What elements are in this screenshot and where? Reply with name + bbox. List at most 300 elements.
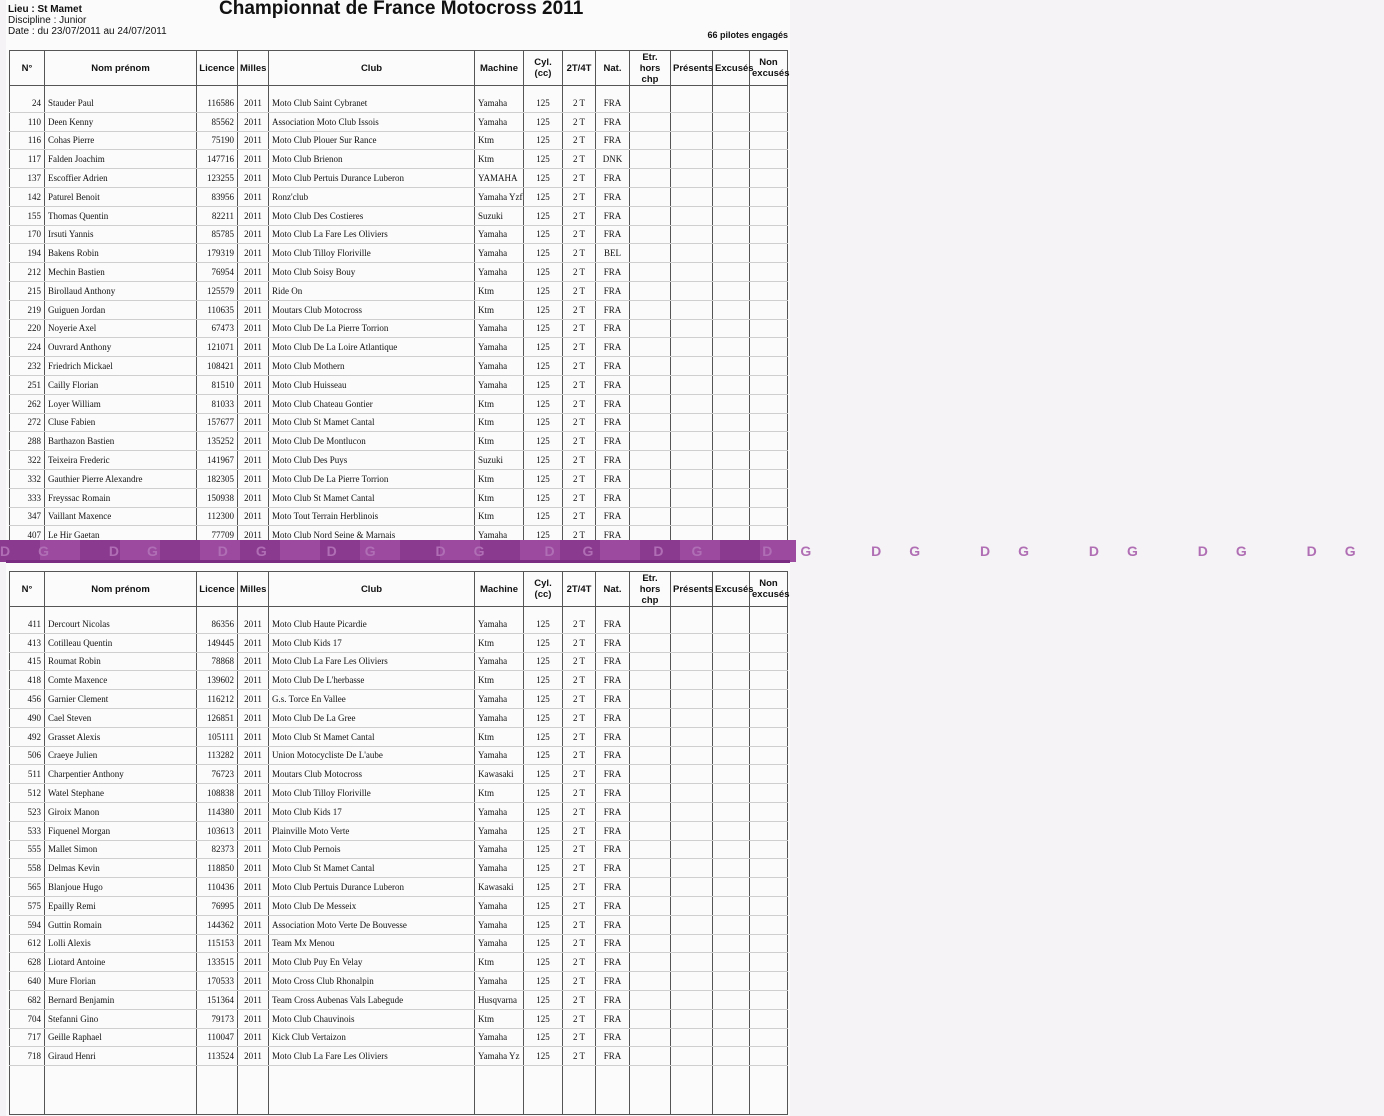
table-cell: 2011 xyxy=(238,526,269,545)
empty-check-cell xyxy=(713,821,750,840)
table-cell: Moto Club Puy En Velay xyxy=(269,953,475,972)
table-cell: 79173 xyxy=(197,1009,238,1028)
table-cell: 2 T xyxy=(563,131,596,150)
table-cell: Yamaha xyxy=(475,934,524,953)
table-row xyxy=(10,281,788,300)
table-cell: 121071 xyxy=(197,338,238,357)
empty-check-cell xyxy=(630,357,671,376)
empty-check-cell xyxy=(630,765,671,784)
empty-check-cell xyxy=(750,150,788,169)
empty-check-cell xyxy=(713,413,750,432)
table-cell: 67473 xyxy=(197,319,238,338)
empty-check-cell xyxy=(750,915,788,934)
empty-check-cell xyxy=(630,469,671,488)
table-row xyxy=(10,671,788,690)
table-cell: Yamaha xyxy=(475,821,524,840)
table-row xyxy=(10,972,788,991)
table-cell: 2 T xyxy=(563,1028,596,1047)
table-cell: Mallet Simon xyxy=(45,840,197,859)
table-cell: FRA xyxy=(596,488,630,507)
empty-check-cell xyxy=(750,1009,788,1028)
table-cell: 108838 xyxy=(197,784,238,803)
table-cell: 116212 xyxy=(197,690,238,709)
table-cell: 110436 xyxy=(197,878,238,897)
table-cell: Ktm xyxy=(475,469,524,488)
column-header: Licence xyxy=(197,51,238,86)
table-cell: FRA xyxy=(596,413,630,432)
table-cell: Moto Club Tilloy Floriville xyxy=(269,784,475,803)
table-cell: 2 T xyxy=(563,784,596,803)
table-cell: Irsuti Yannis xyxy=(45,225,197,244)
column-header: Club xyxy=(269,51,475,86)
table-cell: FRA xyxy=(596,1047,630,1066)
table-cell: 2011 xyxy=(238,507,269,526)
table-cell: 125 xyxy=(524,206,563,225)
table-cell: 125 xyxy=(524,840,563,859)
empty-check-cell xyxy=(750,878,788,897)
table-cell: Ktm xyxy=(475,1009,524,1028)
table-cell: Charpentier Anthony xyxy=(45,765,197,784)
table-cell: 2011 xyxy=(238,934,269,953)
table-cell: Le Hir Gaetan xyxy=(45,526,197,545)
table-row xyxy=(10,633,788,652)
table-cell: 2 T xyxy=(563,507,596,526)
table-cell: 2011 xyxy=(238,469,269,488)
empty-check-cell xyxy=(671,934,713,953)
empty-check-cell xyxy=(750,357,788,376)
table-cell: Yamaha xyxy=(475,896,524,915)
table-cell: 76723 xyxy=(197,765,238,784)
table-row xyxy=(10,507,788,526)
table-cell: 125 xyxy=(524,727,563,746)
table-cell: 511 xyxy=(10,765,45,784)
empty-check-cell xyxy=(671,394,713,413)
table-cell: 118850 xyxy=(197,859,238,878)
empty-check-cell xyxy=(630,821,671,840)
table-row xyxy=(10,112,788,131)
table-row xyxy=(10,187,788,206)
table-cell: YAMAHA xyxy=(475,169,524,188)
table-cell: G.s. Torce En Vallee xyxy=(269,690,475,709)
table-row xyxy=(10,432,788,451)
table-cell: 125 xyxy=(524,1009,563,1028)
table-cell: Vaillant Maxence xyxy=(45,507,197,526)
table-cell: 2011 xyxy=(238,990,269,1009)
empty-check-cell xyxy=(713,94,750,112)
table-cell: Suzuki xyxy=(475,206,524,225)
table-row xyxy=(10,394,788,413)
table-cell: Team Cross Aubenas Vals Labegude xyxy=(269,990,475,1009)
table-cell: 135252 xyxy=(197,432,238,451)
empty-check-cell xyxy=(713,131,750,150)
table-cell: 81510 xyxy=(197,375,238,394)
table-cell: 125 xyxy=(524,319,563,338)
table-cell: FRA xyxy=(596,338,630,357)
table-cell: Yamaha xyxy=(475,915,524,934)
empty-check-cell xyxy=(630,169,671,188)
table-cell: Yamaha xyxy=(475,319,524,338)
table-cell: 76995 xyxy=(197,896,238,915)
table-cell: 179319 xyxy=(197,244,238,263)
table-cell: FRA xyxy=(596,934,630,953)
empty-check-cell xyxy=(630,896,671,915)
empty-check-cell xyxy=(671,112,713,131)
table-cell: 2 T xyxy=(563,915,596,934)
table-cell: 2011 xyxy=(238,953,269,972)
table-cell: 2 T xyxy=(563,338,596,357)
empty-check-cell xyxy=(630,451,671,470)
empty-check-cell xyxy=(750,488,788,507)
table-cell: 110047 xyxy=(197,1028,238,1047)
empty-check-cell xyxy=(671,507,713,526)
table-cell: 125 xyxy=(524,896,563,915)
table-cell: 125 xyxy=(524,708,563,727)
table-cell: 2011 xyxy=(238,784,269,803)
table-cell: 407 xyxy=(10,526,45,545)
table-cell: 2011 xyxy=(238,432,269,451)
table-cell: 125 xyxy=(524,690,563,709)
empty-check-cell xyxy=(630,652,671,671)
table-row xyxy=(10,225,788,244)
table-row xyxy=(10,263,788,282)
table-row xyxy=(10,300,788,319)
empty-check-cell xyxy=(671,1009,713,1028)
table-header-row xyxy=(10,51,788,86)
empty-check-cell xyxy=(750,319,788,338)
empty-check-cell xyxy=(671,990,713,1009)
table-cell: FRA xyxy=(596,1009,630,1028)
table-cell: 157677 xyxy=(197,413,238,432)
table-cell: Ktm xyxy=(475,300,524,319)
table-cell: 141967 xyxy=(197,451,238,470)
table-cell: FRA xyxy=(596,990,630,1009)
empty-check-cell xyxy=(671,338,713,357)
column-header: Présents xyxy=(671,572,713,607)
table-cell: Mechin Bastien xyxy=(45,263,197,282)
table-cell: 2011 xyxy=(238,357,269,376)
table-cell: Ktm xyxy=(475,784,524,803)
empty-check-cell xyxy=(713,338,750,357)
empty-check-cell xyxy=(671,652,713,671)
table-cell: Craeye Julien xyxy=(45,746,197,765)
empty-check-cell xyxy=(713,915,750,934)
empty-check-cell xyxy=(671,488,713,507)
table-cell: Moto Club De La Gree xyxy=(269,708,475,727)
empty-check-cell xyxy=(713,671,750,690)
table-cell: Ktm xyxy=(475,413,524,432)
table-cell: 533 xyxy=(10,821,45,840)
table-cell: FRA xyxy=(596,451,630,470)
table-cell: Moto Club La Fare Les Oliviers xyxy=(269,652,475,671)
table-cell: Stauder Paul xyxy=(45,94,197,112)
table-cell: 194 xyxy=(10,244,45,263)
empty-check-cell xyxy=(750,94,788,112)
table-row xyxy=(10,488,788,507)
table-cell: Yamaha xyxy=(475,375,524,394)
empty-check-cell xyxy=(671,840,713,859)
table-cell: Ktm xyxy=(475,488,524,507)
empty-check-cell xyxy=(671,633,713,652)
table-cell: Association Moto Verte De Bouvesse xyxy=(269,915,475,934)
riders-count: 66 pilotes engagés xyxy=(707,30,788,40)
empty-check-cell xyxy=(671,169,713,188)
table-cell: 85785 xyxy=(197,225,238,244)
table-cell: Teixeira Frederic xyxy=(45,451,197,470)
empty-check-cell xyxy=(713,507,750,526)
empty-check-cell xyxy=(750,112,788,131)
table-cell: 288 xyxy=(10,432,45,451)
table-cell: Yamaha xyxy=(475,690,524,709)
table-cell: Moto Club Chateau Gontier xyxy=(269,394,475,413)
table-cell: Yamaha xyxy=(475,708,524,727)
table-cell: 83956 xyxy=(197,187,238,206)
empty-check-cell xyxy=(750,1047,788,1066)
table-cell: 2011 xyxy=(238,150,269,169)
table-cell: 125 xyxy=(524,526,563,545)
table-cell: 110 xyxy=(10,112,45,131)
empty-check-cell xyxy=(750,300,788,319)
empty-check-cell xyxy=(630,507,671,526)
empty-check-cell xyxy=(750,413,788,432)
table-cell: 125 xyxy=(524,112,563,131)
empty-check-cell xyxy=(630,319,671,338)
table-cell: Moto Club De La Pierre Torrion xyxy=(269,319,475,338)
table-cell: Moto Club Des Costieres xyxy=(269,206,475,225)
column-header: Cyl. (cc) xyxy=(524,572,563,607)
empty-check-cell xyxy=(750,784,788,803)
empty-check-cell xyxy=(630,727,671,746)
table-cell: 170 xyxy=(10,225,45,244)
table-cell: 2 T xyxy=(563,1047,596,1066)
table-cell: 125 xyxy=(524,934,563,953)
empty-check-cell xyxy=(671,821,713,840)
empty-check-cell xyxy=(630,878,671,897)
table-cell: 137 xyxy=(10,169,45,188)
table-cell: 103613 xyxy=(197,821,238,840)
empty-check-cell xyxy=(671,896,713,915)
column-header: Etr. hors chp xyxy=(630,51,671,86)
table-cell: 2 T xyxy=(563,357,596,376)
empty-check-cell xyxy=(630,300,671,319)
table-cell: 512 xyxy=(10,784,45,803)
empty-check-cell xyxy=(750,671,788,690)
column-header: 2T/4T xyxy=(563,572,596,607)
table-row xyxy=(10,896,788,915)
table-cell: Yamaha Yzf xyxy=(475,187,524,206)
page-title: Championnat de France Motocross 2011 xyxy=(219,0,584,19)
table-cell: 232 xyxy=(10,357,45,376)
table-cell: Ride On xyxy=(269,281,475,300)
table-cell: 411 xyxy=(10,615,45,633)
table-cell: Moto Club Haute Picardie xyxy=(269,615,475,633)
table-cell: Yamaha xyxy=(475,263,524,282)
empty-check-cell xyxy=(713,488,750,507)
table-cell: 125 xyxy=(524,972,563,991)
empty-check-cell xyxy=(630,671,671,690)
table-cell: Yamaha xyxy=(475,802,524,821)
empty-check-cell xyxy=(630,338,671,357)
empty-check-cell xyxy=(671,878,713,897)
table-cell: Association Moto Club Issois xyxy=(269,112,475,131)
table-cell: FRA xyxy=(596,878,630,897)
empty-check-cell xyxy=(630,225,671,244)
table-cell: 112300 xyxy=(197,507,238,526)
empty-check-cell xyxy=(713,990,750,1009)
column-header: Nom prénom xyxy=(45,51,197,86)
table-cell: Moto Cross Club Rhonalpin xyxy=(269,972,475,991)
empty-check-cell xyxy=(713,690,750,709)
table-cell: 133515 xyxy=(197,953,238,972)
empty-check-cell xyxy=(630,413,671,432)
empty-check-cell xyxy=(713,896,750,915)
table-cell: Watel Stephane xyxy=(45,784,197,803)
table-cell: FRA xyxy=(596,187,630,206)
table-cell: Roumat Robin xyxy=(45,652,197,671)
table-cell: 142 xyxy=(10,187,45,206)
table-cell: 251 xyxy=(10,375,45,394)
empty-check-cell xyxy=(713,765,750,784)
empty-check-cell xyxy=(671,953,713,972)
table-cell: 125 xyxy=(524,413,563,432)
table-cell: Team Mx Menou xyxy=(269,934,475,953)
empty-check-cell xyxy=(671,131,713,150)
table-cell: 2 T xyxy=(563,690,596,709)
table-cell: 2011 xyxy=(238,281,269,300)
table-cell: 2 T xyxy=(563,953,596,972)
table-cell: 125 xyxy=(524,357,563,376)
table-cell: Yamaha xyxy=(475,357,524,376)
column-header: Nom prénom xyxy=(45,572,197,607)
table-row xyxy=(10,1028,788,1047)
table-row xyxy=(10,615,788,633)
empty-check-cell xyxy=(671,150,713,169)
empty-check-cell xyxy=(713,953,750,972)
empty-check-cell xyxy=(671,727,713,746)
table-cell: 125579 xyxy=(197,281,238,300)
table-cell: 418 xyxy=(10,671,45,690)
table-cell: 2 T xyxy=(563,840,596,859)
empty-check-cell xyxy=(630,690,671,709)
table-cell: 77709 xyxy=(197,526,238,545)
empty-check-cell xyxy=(713,615,750,633)
table-cell: 2 T xyxy=(563,150,596,169)
table-cell: 115153 xyxy=(197,934,238,953)
table-cell: 594 xyxy=(10,915,45,934)
table-cell: Lolli Alexis xyxy=(45,934,197,953)
empty-check-cell xyxy=(750,507,788,526)
table-cell: 2011 xyxy=(238,1047,269,1066)
table-cell: Moto Club Pernois xyxy=(269,840,475,859)
table-cell: 2011 xyxy=(238,206,269,225)
table-cell: 144362 xyxy=(197,915,238,934)
table-cell: 125 xyxy=(524,878,563,897)
table-cell: Moto Club Plouer Sur Rance xyxy=(269,131,475,150)
table-cell: Moto Club Saint Cybranet xyxy=(269,94,475,112)
table-cell: FRA xyxy=(596,671,630,690)
table-cell: 2 T xyxy=(563,1009,596,1028)
table-cell: Gauthier Pierre Alexandre xyxy=(45,469,197,488)
table-cell: 2011 xyxy=(238,972,269,991)
table-cell: Yamaha xyxy=(475,338,524,357)
table-cell: Ktm xyxy=(475,633,524,652)
table-cell: BEL xyxy=(596,244,630,263)
table-cell: 125 xyxy=(524,432,563,451)
table-cell: 139602 xyxy=(197,671,238,690)
table-cell: Yamaha xyxy=(475,225,524,244)
table-cell: Ktm xyxy=(475,507,524,526)
empty-check-cell xyxy=(750,375,788,394)
table-cell: Liotard Antoine xyxy=(45,953,197,972)
empty-check-cell xyxy=(671,671,713,690)
table-cell: Stefanni Gino xyxy=(45,1009,197,1028)
table-cell: Moto Club Soisy Bouy xyxy=(269,263,475,282)
table-cell: FRA xyxy=(596,708,630,727)
table-cell: 322 xyxy=(10,451,45,470)
empty-check-cell xyxy=(671,972,713,991)
table-cell: 717 xyxy=(10,1028,45,1047)
table-cell: 2011 xyxy=(238,821,269,840)
empty-check-cell xyxy=(713,972,750,991)
table-row xyxy=(10,338,788,357)
table-cell: 347 xyxy=(10,507,45,526)
table-cell: 2 T xyxy=(563,652,596,671)
table-cell: 125 xyxy=(524,131,563,150)
table-cell: Kick Club Vertaizon xyxy=(269,1028,475,1047)
table-cell: 2011 xyxy=(238,708,269,727)
table-cell: 81033 xyxy=(197,394,238,413)
table-cell: Moto Club De Messeix xyxy=(269,896,475,915)
empty-check-cell xyxy=(630,1047,671,1066)
table-cell: 125 xyxy=(524,451,563,470)
table-cell: Ktm xyxy=(475,394,524,413)
empty-check-cell xyxy=(671,357,713,376)
table-cell: 125 xyxy=(524,765,563,784)
table-cell: 125 xyxy=(524,488,563,507)
table-cell: 612 xyxy=(10,934,45,953)
empty-check-cell xyxy=(630,784,671,803)
empty-check-cell xyxy=(750,708,788,727)
table-cell: 523 xyxy=(10,802,45,821)
empty-check-cell xyxy=(630,615,671,633)
table-cell: Freyssac Romain xyxy=(45,488,197,507)
column-header: Milles xyxy=(238,51,269,86)
table-cell: 2011 xyxy=(238,488,269,507)
empty-check-cell xyxy=(630,934,671,953)
table-cell: 2011 xyxy=(238,169,269,188)
empty-check-cell xyxy=(630,633,671,652)
table-cell: 2011 xyxy=(238,1028,269,1047)
table-cell: FRA xyxy=(596,281,630,300)
table-header-row xyxy=(10,572,788,607)
table-cell: 125 xyxy=(524,375,563,394)
table-cell: FRA xyxy=(596,615,630,633)
empty-check-cell xyxy=(713,934,750,953)
table-cell: 2011 xyxy=(238,244,269,263)
table-cell: FRA xyxy=(596,784,630,803)
table-row xyxy=(10,934,788,953)
empty-check-cell xyxy=(630,859,671,878)
table-cell: 2 T xyxy=(563,263,596,282)
table-cell: 2011 xyxy=(238,690,269,709)
empty-check-cell xyxy=(671,375,713,394)
empty-check-cell xyxy=(713,187,750,206)
table-cell: Mure Florian xyxy=(45,972,197,991)
empty-check-cell xyxy=(630,972,671,991)
table-cell: 2 T xyxy=(563,300,596,319)
empty-check-cell xyxy=(750,451,788,470)
column-header: Cyl. (cc) xyxy=(524,51,563,86)
table-cell: FRA xyxy=(596,727,630,746)
